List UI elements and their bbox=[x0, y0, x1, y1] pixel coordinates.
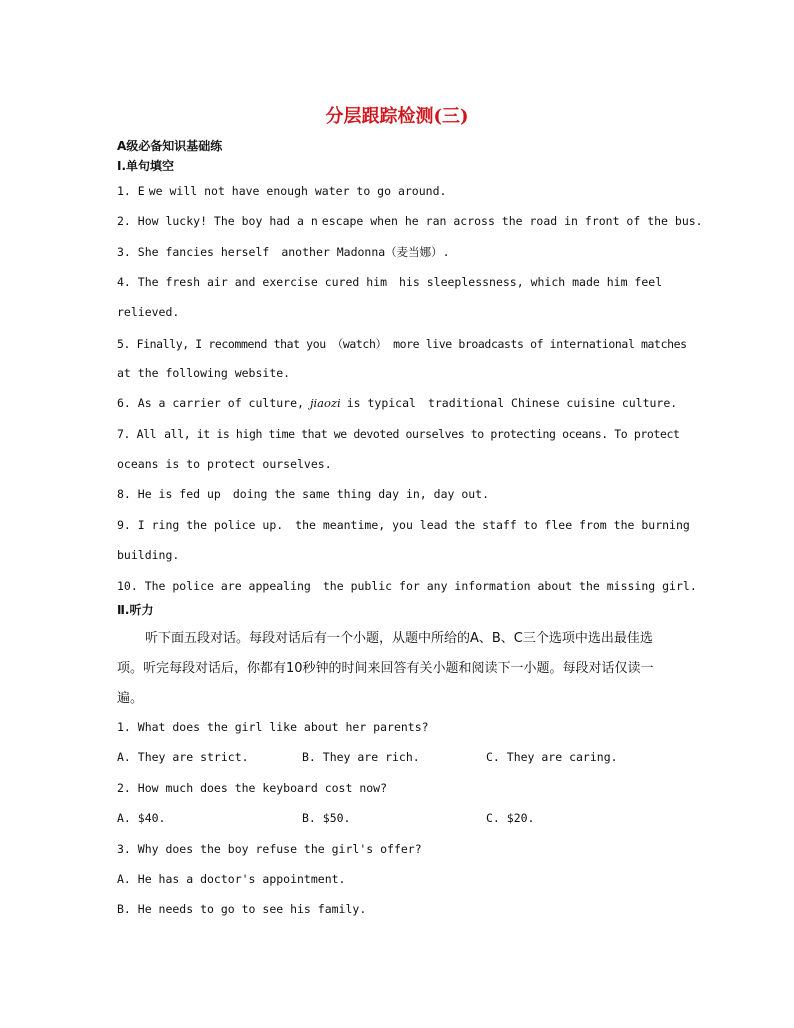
instruction-line: 听下面五段对话。每段对话后有一个小题，从题中所给的A、B、C三个选项中选出最佳选 bbox=[145, 631, 653, 646]
instruction-line: 项。听完每段对话后，你都有10秒钟的时间来回答有关小题和阅读下一小题。每段对话仅读一 bbox=[117, 661, 654, 676]
answer-option: B. $50. bbox=[302, 811, 351, 825]
fill-item: 6. As a carrier of culture, jiaozi is typical traditional Chinese cuisine culture. bbox=[117, 396, 678, 410]
answer-option: B. He needs to go to see his family. bbox=[117, 902, 367, 916]
fill-item: 9. I ring the police up. the meantime, you lead the staff to flee from the burning bbox=[117, 518, 690, 532]
answer-option: C. They are caring. bbox=[486, 750, 618, 764]
answer-option: A. They are strict. bbox=[117, 750, 249, 764]
fill-item-continued: relieved. bbox=[117, 305, 180, 319]
page-title: 分层跟踪检测(三) bbox=[325, 106, 469, 127]
fill-item: 7. All all, it is high time that we devoted ourselves to protecting oceans. To protect bbox=[117, 427, 680, 441]
answer-option: B. They are rich. bbox=[302, 750, 420, 764]
listening-question: 3. Why does the boy refuse the girl's offer? bbox=[117, 842, 422, 856]
listening-question: 2. How much does the keyboard cost now? bbox=[117, 781, 388, 795]
fill-item-continued: at the following website. bbox=[117, 366, 291, 380]
fill-item-continued: oceans is to protect ourselves. bbox=[117, 457, 332, 471]
level-heading: A级必备知识基础练 bbox=[117, 139, 223, 153]
fill-item: 8. He is fed up doing the same thing day in, day out. bbox=[117, 487, 490, 501]
fill-item: 3. She fancies herself another Madonna（麦当娜）. bbox=[117, 245, 450, 259]
fill-item: 1. E we will not have enough water to go around. bbox=[117, 184, 447, 198]
fill-item: 10. The police are appealing the public for any information about the missing girl. bbox=[117, 579, 697, 593]
answer-option: C. $20. bbox=[486, 811, 535, 825]
fill-item-continued: building. bbox=[117, 548, 180, 562]
answer-option: A. He has a doctor's appointment. bbox=[117, 872, 346, 886]
instruction-line: 遍。 bbox=[117, 691, 144, 706]
listening-question: 1. What does the girl like about her parents? bbox=[117, 720, 429, 734]
fill-item: 5. Finally, I recommend that you （watch） more live broadcasts of international matches bbox=[117, 337, 687, 351]
answer-option: A. $40. bbox=[117, 811, 166, 825]
section1-heading: Ⅰ.单句填空 bbox=[117, 159, 175, 173]
section2-heading: Ⅱ.听力 bbox=[117, 603, 154, 617]
fill-item: 2. How lucky! The boy had a n escape when he ran across the road in front of the bus. bbox=[117, 214, 703, 228]
fill-item: 4. The fresh air and exercise cured him his sleeplessness, which made him feel bbox=[117, 275, 663, 289]
